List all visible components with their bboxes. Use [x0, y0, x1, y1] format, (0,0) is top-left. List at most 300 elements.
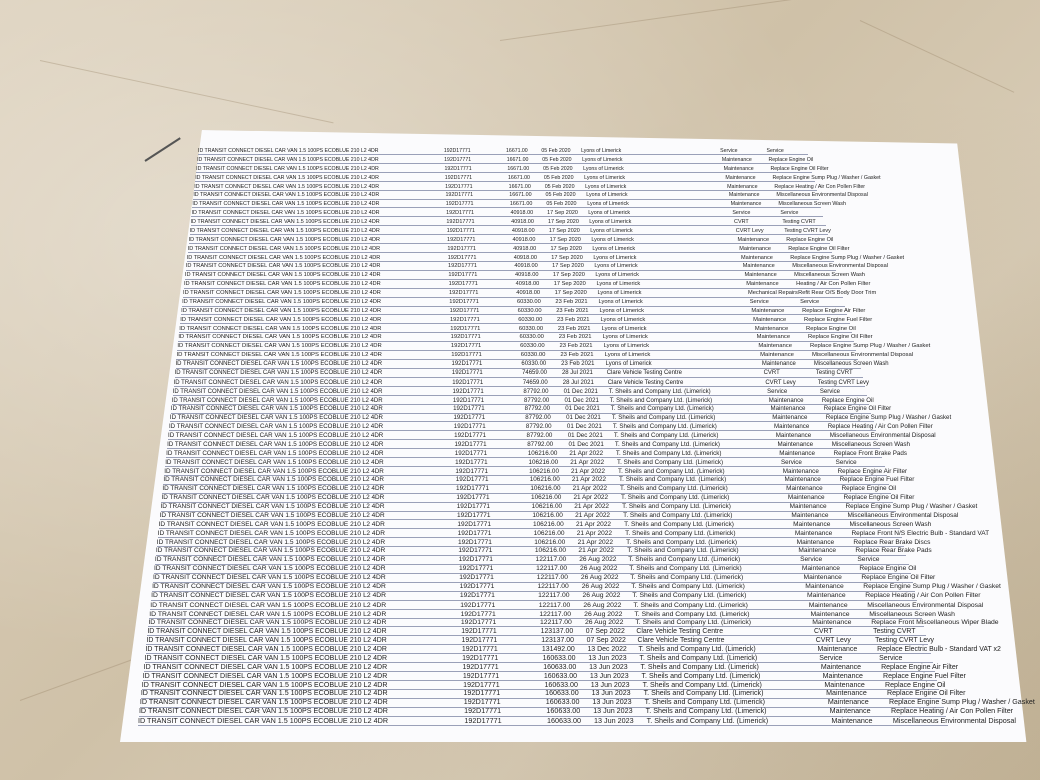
work-type-cell: Maintenance: [805, 582, 844, 590]
garage-cell: Lyons of Limerick: [584, 174, 626, 181]
work-type-cell: Maintenance: [772, 414, 808, 422]
work-item-cell: Replace Heating / Air Con Pollen Filter: [865, 591, 981, 599]
work-type-cell: CVRT Levy: [735, 227, 764, 234]
vehicle-description-cell: ID TRANSIT CONNECT DIESEL CAR VAN 1.5 100PS ECOBLUE 210 L2 4DR: [171, 397, 383, 404]
garage-cell: Lyons of Limerick: [595, 272, 639, 279]
work-type-cell: Maintenance: [730, 201, 762, 208]
work-type-cell: Maintenance: [779, 449, 816, 457]
work-item-cell: Replace Engine Oil: [768, 156, 814, 163]
odometer-cell: 60330.00: [516, 298, 541, 305]
vehicle-description-cell: ID TRANSIT CONNECT DIESEL CAR VAN 1.5 100PS ECOBLUE 210 L2 4DR: [182, 298, 382, 305]
date-cell: 17 Sep 2020: [548, 227, 580, 234]
registration-cell: 192D17771: [461, 637, 498, 645]
work-type-cell: Maintenance: [827, 698, 869, 707]
work-item-cell: Testing CVRT Levy: [875, 637, 934, 645]
work-type-cell: Maintenance: [794, 529, 833, 537]
work-type-cell: Maintenance: [812, 619, 852, 627]
odometer-cell: 16671.00: [509, 192, 532, 199]
garage-cell: T. Sheils and Company Ltd. (Limerick): [609, 397, 713, 404]
work-item-cell: Replace Engine Oil Filter: [788, 245, 850, 252]
registration-cell: 192D17771: [454, 432, 487, 439]
work-type-cell: Maintenance: [817, 646, 858, 653]
vehicle-description-cell: ID TRANSIT CONNECT DIESEL CAR VAN 1.5 100PS ECOBLUE 210 L2 4DR: [196, 165, 379, 172]
date-cell: 13 Jun 2023: [590, 681, 630, 689]
work-type-cell: Maintenance: [723, 165, 754, 172]
work-item-cell: Miscellaneous Environmental Disposal: [792, 263, 888, 270]
work-item-cell: Service: [879, 654, 903, 662]
garage-cell: T. Sheils and Company Ltd. (Limerick): [617, 467, 725, 475]
registration-cell: 192D17771: [464, 716, 502, 725]
registration-cell: 192D17771: [457, 511, 491, 519]
vehicle-description-cell: ID TRANSIT CONNECT DIESEL CAR VAN 1.5 100PS ECOBLUE 210 L2 4DR: [149, 610, 387, 618]
table-row: [158, 520, 932, 530]
registration-cell: 192D17771: [445, 201, 474, 208]
odometer-cell: 160633.00: [543, 672, 578, 680]
work-type-cell: Maintenance: [808, 601, 848, 609]
garage-cell: Lyons of Limerick: [582, 156, 623, 163]
work-type-cell: Maintenance: [786, 485, 823, 493]
work-type-cell: Maintenance: [727, 183, 758, 190]
garage-cell: T. Sheils and Company Ltd. (Limerick): [632, 591, 747, 599]
vehicle-description-cell: ID TRANSIT CONNECT DIESEL CAR VAN 1.5 100PS ECOBLUE 210 L2 4DR: [176, 352, 382, 359]
vehicle-description-cell: ID TRANSIT CONNECT DIESEL CAR VAN 1.5 100PS ECOBLUE 210 L2 4DR: [173, 379, 383, 386]
date-cell: 17 Sep 2020: [552, 272, 585, 279]
garage-cell: T. Sheils and Company Ltd. (Limerick): [619, 476, 727, 484]
table-row: [160, 503, 978, 512]
vehicle-description-cell: ID TRANSIT CONNECT DIESEL CAR VAN 1.5 100PS ECOBLUE 210 L2 4DR: [147, 628, 387, 636]
date-cell: 05 Feb 2020: [542, 156, 572, 163]
garage-cell: Lyons of Limerick: [596, 281, 641, 288]
work-item-cell: Replace Engine Oil Filter: [861, 574, 936, 581]
table-row: [182, 299, 845, 307]
odometer-cell: 106216.00: [531, 503, 563, 510]
garage-cell: T. Sheils and Company Ltd. (Limerick): [608, 388, 711, 395]
work-item-cell: Replace Engine Air Filter: [802, 307, 866, 314]
garage-cell: Lyons of Limerick: [588, 210, 631, 217]
odometer-cell: 40918.00: [512, 236, 536, 243]
work-type-cell: Maintenance: [737, 236, 770, 243]
registration-cell: 192D17771: [455, 458, 488, 466]
odometer-cell: 87792.00: [524, 405, 551, 413]
work-item-cell: Replace Engine Sump Plug / Washer / Gasket: [845, 503, 978, 510]
vehicle-description-cell: ID TRANSIT CONNECT DIESEL CAR VAN 1.5 100PS ECOBLUE 210 L2 4DR: [166, 449, 384, 457]
date-cell: 21 Apr 2022: [570, 458, 605, 466]
work-type-cell: Maintenance: [810, 610, 850, 618]
date-cell: 17 Sep 2020: [548, 219, 579, 225]
registration-cell: 192D17771: [458, 547, 493, 555]
garage-cell: T. Sheils and Company Ltd. (Limerick): [633, 601, 748, 609]
odometer-cell: 40918.00: [513, 245, 537, 252]
date-cell: 21 Apr 2022: [577, 538, 613, 546]
vehicle-description-cell: ID TRANSIT CONNECT DIESEL CAR VAN 1.5 100PS ECOBLUE 210 L2 4DR: [165, 458, 384, 466]
date-cell: 21 Apr 2022: [578, 547, 614, 555]
registration-cell: 192D17771: [447, 245, 476, 252]
work-type-cell: Maintenance: [791, 511, 829, 519]
vehicle-description-cell: ID TRANSIT CONNECT DIESEL CAR VAN 1.5 100PS ECOBLUE 210 L2 4DR: [139, 698, 388, 707]
date-cell: 23 Feb 2021: [556, 307, 589, 314]
garage-cell: Lyons of Limerick: [591, 236, 634, 243]
registration-cell: 192D17771: [449, 307, 480, 314]
work-type-cell: Maintenance: [793, 520, 831, 528]
vehicle-description-cell: ID TRANSIT CONNECT DIESEL CAR VAN 1.5 100PS ECOBLUE 210 L2 4DR: [177, 343, 382, 350]
odometer-cell: 122117.00: [536, 574, 568, 581]
vehicle-description-cell: ID TRANSIT CONNECT DIESEL CAR VAN 1.5 100PS ECOBLUE 210 L2 4DR: [168, 423, 384, 431]
table-row: [156, 538, 931, 548]
odometer-cell: 16671.00: [507, 165, 530, 172]
odometer-cell: 74659.00: [522, 369, 547, 376]
vehicle-description-cell: ID TRANSIT CONNECT DIESEL CAR VAN 1.5 100PS ECOBLUE 210 L2 4DR: [198, 148, 379, 154]
table-row: [195, 174, 881, 182]
table-row: [198, 148, 808, 155]
table-row: [155, 547, 932, 556]
work-type-cell: Maintenance: [728, 192, 760, 199]
odometer-cell: 40918.00: [515, 281, 540, 288]
date-cell: 23 Feb 2021: [561, 361, 595, 367]
vehicle-description-cell: ID TRANSIT CONNECT DIESEL CAR VAN 1.5 100PS ECOBLUE 210 L2 4DR: [170, 405, 383, 413]
date-cell: 01 Dec 2021: [565, 405, 600, 413]
garage-cell: T. Sheils and Company Ltd. (Limerick): [642, 681, 762, 689]
garage-cell: T. Sheils and Company Ltd. (Limerick): [630, 574, 744, 581]
table-row: [192, 201, 846, 208]
odometer-cell: 106216.00: [530, 485, 561, 493]
date-cell: 23 Feb 2021: [557, 316, 590, 323]
garage-cell: Lyons of Limerick: [585, 183, 627, 190]
work-type-cell: Maintenance: [744, 272, 777, 279]
odometer-cell: 60330.00: [521, 361, 547, 367]
work-item-cell: Miscellaneous Screen Wash: [778, 201, 846, 208]
vehicle-description-cell: ID TRANSIT CONNECT DIESEL CAR VAN 1.5 100PS ECOBLUE 210 L2 4DR: [183, 281, 381, 288]
table-row: [193, 192, 868, 199]
odometer-cell: 40918.00: [511, 219, 534, 225]
vehicle-description-cell: ID TRANSIT CONNECT DIESEL CAR VAN 1.5 100PS ECOBLUE 210 L2 4DR: [154, 556, 386, 564]
garage-cell: T. Sheils and Company Ltd. (Limerick): [625, 529, 736, 537]
odometer-cell: 87792.00: [526, 432, 553, 439]
garage-cell: T. Sheils and Company Ltd. (Limerick): [629, 565, 742, 573]
work-item-cell: Replace Engine Oil Filter: [770, 165, 829, 172]
work-item-cell: Replace Engine Sump Plug / Washer / Gasket: [863, 582, 1001, 590]
odometer-cell: 60330.00: [520, 352, 546, 359]
table-row: [147, 627, 926, 636]
table-row: [171, 397, 874, 405]
odometer-cell: 106216.00: [532, 511, 563, 519]
odometer-cell: 160633.00: [546, 707, 581, 716]
vehicle-description-cell: ID TRANSIT CONNECT DIESEL CAR VAN 1.5 100PS ECOBLUE 210 L2 4DR: [197, 156, 379, 163]
registration-cell: 192D17771: [464, 707, 502, 716]
registration-cell: 192D17771: [448, 290, 479, 296]
date-cell: 21 Apr 2022: [571, 467, 606, 475]
vehicle-description-cell: ID TRANSIT CONNECT DIESEL CAR VAN 1.5 100PS ECOBLUE 210 L2 4DR: [145, 646, 387, 653]
work-type-cell: Maintenance: [798, 547, 837, 555]
odometer-cell: 16671.00: [508, 183, 531, 190]
date-cell: 26 Aug 2022: [583, 601, 622, 609]
registration-cell: 192D17771: [459, 591, 495, 599]
date-cell: 05 Feb 2020: [545, 192, 576, 199]
work-type-cell: Maintenance: [725, 174, 756, 181]
date-cell: 21 Apr 2022: [573, 494, 609, 502]
registration-cell: 192D17771: [448, 281, 478, 288]
vehicle-description-cell: ID TRANSIT CONNECT DIESEL CAR VAN 1.5 100PS ECOBLUE 210 L2 4DR: [185, 263, 381, 270]
garage-cell: T. Sheils and Company Ltd. (Limerick): [631, 582, 745, 590]
garage-cell: T. Sheils and Company Ltd. (Limerick): [623, 511, 733, 519]
vehicle-description-cell: ID TRANSIT CONNECT DIESEL CAR VAN 1.5 100PS ECOBLUE 210 L2 4DR: [181, 307, 382, 314]
table-row: [169, 414, 952, 422]
date-cell: 17 Sep 2020: [554, 290, 587, 296]
work-item-cell: Miscellaneous Environmental Disposal: [811, 352, 914, 359]
registration-cell: 192D17771: [447, 236, 476, 243]
work-type-cell: Maintenance: [831, 716, 873, 725]
odometer-cell: 87792.00: [527, 440, 554, 448]
date-cell: 05 Feb 2020: [546, 201, 577, 208]
date-cell: 26 Aug 2022: [584, 610, 623, 618]
odometer-cell: 16671.00: [507, 174, 530, 181]
vehicle-description-cell: ID TRANSIT CONNECT DIESEL CAR VAN 1.5 100PS ECOBLUE 210 L2 4DR: [167, 440, 384, 448]
table-row: [187, 245, 850, 253]
odometer-cell: 40918.00: [511, 227, 535, 234]
date-cell: 13 Jun 2023: [592, 698, 632, 707]
garage-cell: Lyons of Limerick: [593, 254, 637, 261]
date-cell: 17 Sep 2020: [547, 210, 578, 217]
registration-cell: 192D17771: [444, 156, 472, 163]
registration-cell: 192D17771: [462, 654, 499, 662]
table-row: [186, 254, 905, 262]
table-row: [196, 165, 829, 173]
table-row: [164, 467, 908, 476]
table-row: [157, 529, 990, 539]
work-item-cell: Replace Engine Sump Plug / Washer / Gasket: [809, 343, 931, 350]
registration-cell: 192D17771: [453, 405, 485, 413]
garage-cell: Lyons of Limerick: [583, 165, 624, 172]
work-item-cell: Replace Engine Air Filter: [881, 663, 959, 671]
work-type-cell: Maintenance: [770, 405, 806, 413]
registration-cell: 192D17771: [446, 227, 475, 234]
work-item-cell: Service: [857, 556, 880, 564]
odometer-cell: 106216.00: [531, 494, 562, 502]
registration-cell: 192D17771: [451, 369, 483, 376]
garage-cell: T. Sheils and Company Ltd. (Limerick): [621, 494, 730, 502]
vehicle-description-cell: ID TRANSIT CONNECT DIESEL CAR VAN 1.5 100PS ECOBLUE 210 L2 4DR: [160, 503, 385, 510]
work-type-cell: Maintenance: [822, 672, 863, 680]
odometer-cell: 122117.00: [539, 610, 572, 618]
registration-cell: 192D17771: [448, 263, 477, 270]
garage-cell: T. Sheils and Company Ltd. (Limerick): [615, 449, 722, 457]
vehicle-description-cell: ID TRANSIT CONNECT DIESEL CAR VAN 1.5 100PS ECOBLUE 210 L2 4DR: [161, 494, 385, 502]
work-item-cell: Miscellaneous Environmental Disposal: [776, 192, 868, 199]
work-type-cell: CVRT: [734, 219, 749, 225]
odometer-cell: 106216.00: [529, 467, 559, 475]
registration-cell: 192D17771: [454, 440, 487, 448]
date-cell: 05 Feb 2020: [543, 165, 573, 172]
date-cell: 21 Apr 2022: [575, 520, 611, 528]
table-row: [155, 556, 909, 565]
odometer-cell: 160633.00: [543, 663, 577, 671]
registration-cell: 192D17771: [454, 449, 488, 457]
garage-cell: T. Sheils and Company Ltd. (Limerick): [644, 698, 766, 707]
work-item-cell: Replace Engine Oil Filter: [807, 334, 873, 341]
table-row: [173, 379, 869, 387]
registration-cell: 192D17771: [463, 689, 501, 698]
work-type-cell: CVRT Levy: [815, 637, 851, 645]
work-item-cell: Replace Engine Air Filter: [837, 467, 908, 475]
vehicle-description-cell: ID TRANSIT CONNECT DIESEL CAR VAN 1.5 100PS ECOBLUE 210 L2 4DR: [191, 210, 380, 217]
work-type-cell: Service: [800, 556, 823, 564]
vehicle-description-cell: ID TRANSIT CONNECT DIESEL CAR VAN 1.5 100PS ECOBLUE 210 L2 4DR: [142, 672, 388, 680]
table-row: [145, 645, 1001, 654]
date-cell: 01 Dec 2021: [563, 388, 598, 395]
vehicle-description-cell: ID TRANSIT CONNECT DIESEL CAR VAN 1.5 100PS ECOBLUE 210 L2 4DR: [143, 663, 388, 671]
work-type-cell: Maintenance: [739, 245, 771, 252]
registration-cell: 192D17771: [451, 361, 483, 367]
odometer-cell: 122117.00: [540, 619, 572, 627]
date-cell: 01 Dec 2021: [568, 440, 604, 448]
work-item-cell: Replace Engine Fuel Filter: [883, 672, 966, 680]
work-item-cell: Miscellaneous Environmental Disposal: [847, 511, 959, 519]
garage-cell: T. Sheils and Company Ltd. (Limerick): [610, 405, 714, 413]
table-row: [163, 476, 915, 484]
date-cell: 26 Aug 2022: [579, 556, 617, 564]
work-item-cell: Replace Engine Oil: [786, 236, 834, 243]
date-cell: 13 Jun 2023: [589, 663, 628, 671]
work-item-cell: Service: [800, 298, 820, 305]
garage-cell: T. Sheils and Company Ltd. (Limerick): [626, 538, 738, 546]
work-item-cell: Replace Front Brake Pads: [833, 449, 907, 457]
odometer-cell: 106216.00: [532, 520, 564, 528]
registration-cell: 192D17771: [451, 352, 482, 359]
work-type-cell: Maintenance: [751, 307, 785, 314]
registration-cell: 192D17771: [455, 467, 489, 475]
date-cell: 13 Dec 2022: [587, 646, 627, 653]
date-cell: 13 Jun 2023: [589, 672, 629, 680]
registration-cell: 192D17771: [443, 148, 471, 154]
odometer-cell: 87792.00: [523, 388, 549, 395]
garage-cell: T. Sheils and Company Ltd. (Limerick): [640, 663, 759, 671]
work-type-cell: Maintenance: [801, 565, 840, 573]
garage-cell: T. Sheils and Company Ltd. (Limerick): [643, 689, 764, 698]
date-cell: 05 Feb 2020: [541, 148, 571, 154]
vehicle-description-cell: ID TRANSIT CONNECT DIESEL CAR VAN 1.5 100PS ECOBLUE 210 L2 4DR: [144, 654, 388, 662]
work-item-cell: Miscellaneous Screen Wash: [869, 610, 955, 618]
table-row: [150, 601, 984, 610]
work-item-cell: Replace Engine Oil: [821, 397, 874, 404]
vehicle-description-cell: ID TRANSIT CONNECT DIESEL CAR VAN 1.5 100PS ECOBLUE 210 L2 4DR: [186, 254, 381, 261]
work-item-cell: Miscellaneous Environmental Disposal: [829, 432, 936, 439]
date-cell: 07 Sep 2022: [585, 628, 625, 636]
registration-cell: 192D17771: [463, 681, 500, 689]
garage-cell: Lyons of Limerick: [581, 148, 622, 154]
table-row: [165, 459, 884, 467]
garage-cell: T. Sheils and Company Ltd. (Limerick): [646, 716, 769, 725]
vehicle-description-cell: ID TRANSIT CONNECT DIESEL CAR VAN 1.5 100PS ECOBLUE 210 L2 4DR: [164, 467, 384, 475]
registration-cell: 192D17771: [463, 698, 501, 707]
table-row: [168, 423, 933, 431]
registration-cell: 192D17771: [452, 388, 484, 395]
vehicle-description-cell: ID TRANSIT CONNECT DIESEL CAR VAN 1.5 100PS ECOBLUE 210 L2 4DR: [175, 361, 383, 367]
date-cell: 17 Sep 2020: [552, 263, 584, 270]
work-item-cell: Replace Front Miscellaneous Wiper Blade: [871, 619, 999, 627]
work-item-cell: Service: [780, 210, 799, 217]
work-type-cell: Maintenance: [758, 343, 793, 350]
registration-cell: 192D17771: [460, 619, 497, 627]
odometer-cell: 16671.00: [506, 156, 529, 163]
work-item-cell: Miscellaneous Screen Wash: [813, 361, 889, 367]
garage-cell: T. Sheils and Company Ltd. (Limerick): [612, 423, 717, 431]
work-item-cell: Replace Engine Oil: [885, 681, 946, 689]
garage-cell: Lyons of Limerick: [590, 227, 633, 234]
garage-cell: T. Sheils and Company Ltd. (Limerick): [613, 432, 719, 439]
vehicle-description-cell: ID TRANSIT CONNECT DIESEL CAR VAN 1.5 100PS ECOBLUE 210 L2 4DR: [179, 325, 382, 332]
table-row: [177, 343, 931, 351]
vehicle-description-cell: ID TRANSIT CONNECT DIESEL CAR VAN 1.5 100PS ECOBLUE 210 L2 4DR: [190, 219, 380, 225]
garage-cell: Lyons of Limerick: [600, 316, 646, 323]
date-cell: 13 Jun 2023: [588, 654, 627, 662]
work-type-cell: Service: [749, 298, 769, 305]
vehicle-description-cell: ID TRANSIT CONNECT DIESEL CAR VAN 1.5 100PS ECOBLUE 210 L2 4DR: [157, 529, 385, 537]
garage-cell: T. Sheils and Company Ltd. (Limerick): [620, 485, 728, 493]
registration-cell: 192D17771: [449, 298, 479, 305]
registration-cell: 192D17771: [459, 574, 494, 581]
odometer-cell: 106216.00: [534, 547, 567, 555]
date-cell: 01 Dec 2021: [566, 423, 602, 431]
work-type-cell: Maintenance: [721, 156, 752, 163]
date-cell: 21 Apr 2022: [574, 503, 610, 510]
work-item-cell: Miscellaneous Environmental Disposal: [892, 716, 1016, 725]
odometer-cell: 160633.00: [542, 654, 576, 662]
table-row: [173, 388, 867, 396]
work-item-cell: Replace Electric Bulb - Standard VAT x2: [877, 646, 1001, 653]
odometer-cell: 40918.00: [515, 272, 539, 279]
registration-cell: 192D17771: [462, 672, 500, 680]
garage-cell: Lyons of Limerick: [602, 334, 648, 341]
table-row: [197, 156, 814, 164]
vehicle-description-cell: ID TRANSIT CONNECT DIESEL CAR VAN 1.5 100PS ECOBLUE 210 L2 4DR: [156, 538, 386, 546]
registration-cell: 192D17771: [444, 165, 472, 172]
registration-cell: 192D17771: [450, 334, 481, 341]
odometer-cell: 106216.00: [528, 458, 559, 466]
registration-cell: 192D17771: [456, 503, 490, 510]
work-type-cell: Service: [720, 148, 738, 154]
vehicle-description-cell: ID TRANSIT CONNECT DIESEL CAR VAN 1.5 100PS ECOBLUE 210 L2 4DR: [184, 272, 381, 279]
table-row: [153, 565, 917, 574]
vehicle-description-cell: ID TRANSIT CONNECT DIESEL CAR VAN 1.5 100PS ECOBLUE 210 L2 4DR: [192, 201, 380, 208]
vehicle-description-cell: ID TRANSIT CONNECT DIESEL CAR VAN 1.5 100PS ECOBLUE 210 L2 4DR: [138, 716, 389, 725]
vehicle-description-cell: ID TRANSIT CONNECT DIESEL CAR VAN 1.5 100PS ECOBLUE 210 L2 4DR: [183, 290, 381, 296]
date-cell: 26 Aug 2022: [581, 582, 620, 590]
table-row: [167, 440, 910, 449]
vehicle-description-cell: ID TRANSIT CONNECT DIESEL CAR VAN 1.5 100PS ECOBLUE 210 L2 4DR: [158, 520, 385, 528]
garage-cell: T. Sheils and Company Ltd. (Limerick): [622, 503, 731, 510]
odometer-cell: 106216.00: [529, 476, 560, 484]
table-row: [179, 325, 856, 334]
date-cell: 17 Sep 2020: [550, 245, 582, 252]
work-item-cell: Testing CVRT: [815, 369, 853, 376]
odometer-cell: 40918.00: [516, 290, 541, 296]
registration-cell: 192D17771: [456, 494, 490, 502]
odometer-cell: 106216.00: [533, 529, 565, 537]
garage-cell: T. Sheils and Company Ltd. (Limerick): [638, 646, 756, 653]
work-item-cell: Replace Engine Fuel Filter: [839, 476, 915, 484]
odometer-cell: 122117.00: [536, 565, 568, 573]
date-cell: 05 Feb 2020: [543, 174, 574, 181]
work-item-cell: Heating / Air Con Pollen Filter: [796, 281, 871, 288]
odometer-cell: 40918.00: [514, 263, 538, 270]
odometer-cell: 16671.00: [506, 148, 528, 154]
vehicle-description-cell: ID TRANSIT CONNECT DIESEL CAR VAN 1.5 100PS ECOBLUE 210 L2 4DR: [141, 681, 388, 689]
odometer-cell: 87792.00: [525, 414, 551, 422]
date-cell: 13 Jun 2023: [593, 707, 633, 716]
table-row: [189, 227, 831, 235]
odometer-cell: 122117.00: [538, 591, 570, 599]
work-item-cell: Service: [835, 458, 857, 466]
registration-cell: 192D17771: [447, 254, 477, 261]
